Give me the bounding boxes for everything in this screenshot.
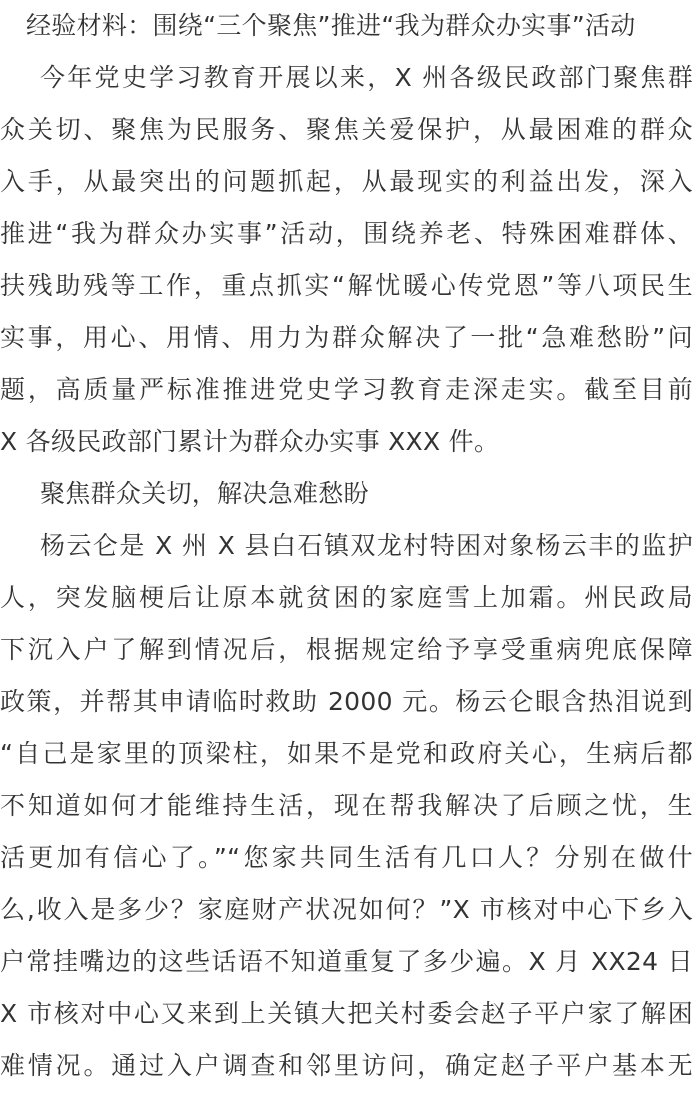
paragraph-line: 今年党史学习教育开展以来，X 州各级民政部门聚焦群 [40, 63, 693, 92]
section-heading: 聚焦群众关切，解决急难愁盼 [40, 479, 369, 508]
paragraph-line: 么,收入是多少？家庭财产状况如何？”X 市核对中心下乡入 [0, 895, 693, 924]
paragraph-line: 众关切、聚焦为民服务、聚焦关爱保护，从最困难的群众 [0, 115, 693, 144]
paragraph-line: 推进“我为群众办实事”活动，围绕养老、特殊困难群体、 [0, 219, 693, 248]
paragraph-line: 实事，用心、用情、用力为群众解决了一批“急难愁盼”问 [0, 323, 693, 352]
paragraph-line: 杨云仑是 X 州 X 县白石镇双龙村特困对象杨云丰的监护 [40, 531, 693, 560]
paragraph-line: 人，突发脑梗后让原本就贫困的家庭雪上加霜。州民政局 [0, 583, 693, 612]
paragraph-line: X 各级民政部门累计为群众办实事 XXX 件。 [0, 427, 500, 456]
paragraph-line: 扶残助残等工作，重点抓实“解忧暖心传党恩”等八项民生 [0, 271, 693, 300]
paragraph-line: 政策，并帮其申请临时救助 2000 元。杨云仑眼含热泪说到 [0, 687, 693, 716]
document-title: 经验材料：围绕“三个聚焦”推进“我为群众办实事”活动 [26, 11, 636, 40]
paragraph-line: 题，高质量严标准推进党史学习教育走深走实。截至目前 [0, 375, 693, 404]
paragraph-line: 下沉入户了解到情况后，根据规定给予享受重病兜底保障 [0, 635, 693, 664]
paragraph-line: 户常挂嘴边的这些话语不知道重复了多少遍。X 月 XX24 日 [0, 947, 693, 976]
paragraph-line: 不知道如何才能维持生活，现在帮我解决了后顾之忧，生 [0, 791, 693, 820]
paragraph-line: “自己是家里的顶梁柱，如果不是党和政府关心，生病后都 [0, 739, 693, 768]
paragraph-line: X 市核对中心又来到上关镇大把关村委会赵子平户家了解困 [0, 999, 693, 1028]
paragraph-line: 入手，从最突出的问题抓起，从最现实的利益出发，深入 [0, 167, 693, 196]
paragraph-line: 难情况。通过入户调查和邻里访问，确定赵子平户基本无 [0, 1051, 693, 1080]
paragraph-line: 活更加有信心了。”“您家共同生活有几口人？分别在做什 [0, 843, 693, 872]
